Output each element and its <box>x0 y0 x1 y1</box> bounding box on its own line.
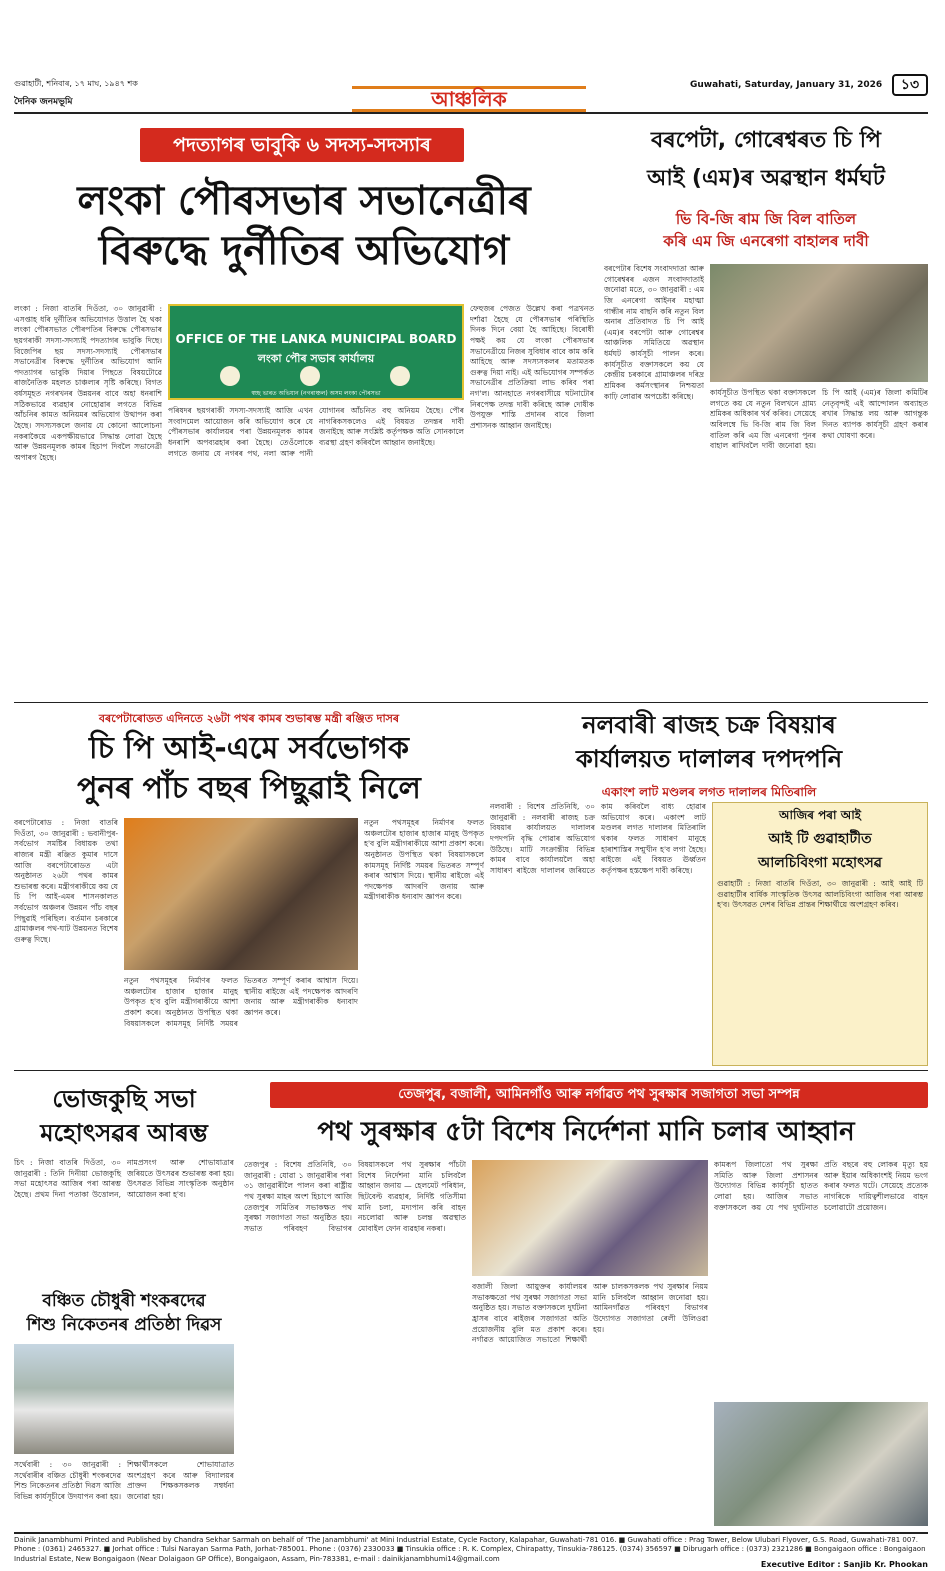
school-headline-1: বঞ্চিত চৌধুৰী শংকৰদেৱ <box>42 1291 206 1311</box>
row-rule-1 <box>14 702 928 703</box>
lead-headline-1: লংকা পৌৰসভাৰ সভানেত্ৰীৰ <box>77 178 531 224</box>
nalbari-sub: একাংশ লাট মণ্ডলৰ লগত দালালৰ মিতিৰালি <box>601 785 817 799</box>
nalbari-headline-1: নলবাৰী ৰাজহ চক্ৰ বিষয়াৰ <box>582 711 836 739</box>
cpi-text-col2: কাৰ্যসূচীত উপস্থিত থকা বক্তাসকলে লগতে কয় যে নতুন বিলখনে গ্ৰাম্য শ্ৰমিকৰ অধিকাৰ খৰ্ব কৰিব। সেয়েহে অবিলম্বে ভি বি-জি ৰাম জি বিল বাতিল কৰি এম জি এনৰেগা পুনৰ বাহাল ৰাখিবলৈ দাবী জনোৱা হয়। চি পি আই (এম)ৰ জিলা কমিটিৰ নেতৃবৃন্দই এই আন্দোলন অব্যাহত ৰখাৰ সিদ্ধান্ত লয় আৰু আগন্তুক দিনত ব্যাপক কাৰ্যসূচী গ্ৰহণ কৰাৰ কথা ঘোষণা কৰে। <box>710 388 928 451</box>
road-photo-2 <box>714 1402 928 1526</box>
cpi-headline-2: আই (এম)ৰ অৱস্থান ধৰ্মঘট <box>647 166 885 191</box>
board-english: OFFICE OF THE LANKA MUNICIPAL BOARD <box>175 332 457 346</box>
bhojkuchi-text: চিৎ : নিজা বাতৰি দিওঁতা, ৩০ জানুৱাৰী : তিনি দিনীয়া ভোজকুছি সভা মহোৎসৱ আজিৰ পৰা আৰম্ভ হৈছে। প্ৰথম দিনা পতাকা উত্তোলন, নামপ্ৰসংগ আৰু শোভাযাত্ৰাৰ জৰিয়তে উৎসৱৰ শুভাৰম্ভ কৰা হয়। উৎসৱত বিভিন্ন সাংস্কৃতিক অনুষ্ঠান আয়োজন কৰা হ'ব। <box>14 1158 234 1199</box>
lead-kicker: পদত্যাগৰ ভাবুকি ৬ সদস্য-সদস্যাৰ <box>140 128 464 162</box>
masthead-title: আঞ্চলিক <box>431 87 507 111</box>
lead-text-col1: লংকা : নিজা বাতৰি দিওঁতা, ৩০ জানুৱাৰী : এসপ্তাহ ধৰি দুৰ্নীতিৰ অভিযোগত উত্তাল হৈ থকা লংকা পৌৰসভাত পৌৰপতিৰ বিৰুদ্ধে পৌৰসভাৰ ছয়গৰাকী সদস্য-সদস্যাই পদত্যাগৰ ভাবুকি দিছে। বিজেপিৰ ছয় সদস্য-সদস্যাই পৌৰসভাৰ সভানেত্ৰীৰ বিৰুদ্ধে দুৰ্নীতিৰ অভিযোগ আনি পদত্যাগৰ ভাবুকি দিয়াৰ পিছতে বিষয়টোৱে ৰাজনৈতিক মহলত চাঞ্চল্যৰ সৃষ্টি কৰিছে। বিগত বৰ্ষসমূহত নগৰখনৰ উন্নয়নৰ বাবে অহা ধনৰাশি সঠিকভাৱে ব্যৱহাৰ নোহোৱাৰ লগতে বিভিন্ন আঁচনিৰ কামত অনিয়মৰ অভিযোগ উত্থাপন কৰা হৈছে। সদস্যসকলে জনায় যে কোনো আলোচনা নকৰাকৈয়ে একপক্ষীয়ভাৱে সিদ্ধান্ত লোৱা হৈছে আৰু উন্নয়নমূলক কামৰ হিচাপ দিবলৈ সভানেত্ৰী অপাৰগ হৈছে। <box>14 304 162 462</box>
road-photo-1 <box>472 1160 708 1276</box>
barpeta-photo <box>124 818 358 970</box>
road-text-col3: কামৰূপ জিলাতো পথ সুৰক্ষা সমিতি আৰু জিলা প্ৰশাসনৰ উদ্যোগত বিভিন্ন কাৰ্যসূচী হাতত লোৱা হয়। আজিৰ সভাত বক্তাসকলে কয় যে পথ দুৰ্ঘটনাত প্ৰতি বছৰে বহু লোকৰ মৃত্যু হয় আৰু ইয়াৰ অধিকাংশই নিয়ম ভংগ কৰাৰ ফলত ঘটে। সেয়েহে প্ৰত্যেক নাগৰিকে দায়িত্বশীলভাৱে বাহন চলোৱাটো প্ৰয়োজন। <box>714 1160 928 1212</box>
lead-text-col2: পৰিষদৰ ছয়গৰাকী সদস্য-সদস্যাই আজি এখন সংবাদমেল আয়োজন কৰি অভিযোগ কৰে যে পৌৰসভাৰ কাৰ্যালয়ৰ পৰা উন্নয়নমূলক কামৰ ধনৰাশি অপব্যৱহাৰ কৰা হৈছে। তেওঁলোকে লগতে জনায় যে নগৰৰ পথ, নলা আৰু পানী যোগানৰ আঁচনিত বহু অনিয়ম হৈছে। পৌৰ নাগৰিকসকলেও এই বিষয়ত তদন্তৰ দাবী জনাইছে আৰু সংশ্লিষ্ট কৰ্তৃপক্ষক অতি সোনকালে ব্যৱস্থা গ্ৰহণ কৰিবলৈ আহ্বান জনাইছে। <box>168 406 464 458</box>
bag-icon <box>390 366 410 386</box>
cpi-headline-1: বৰপেটা, গোৰেশ্বৰত চি পি <box>651 128 881 153</box>
iitg-head-2: আলচিবিংগা মহোৎসৱ <box>758 855 882 871</box>
board-assamese: লংকা পৌৰ সভাৰ কাৰ্যালয় <box>257 352 375 365</box>
masthead-paper-name: দৈনিক জনমভূমি <box>14 97 73 107</box>
iitg-text: গুৱাহাটী : নিজা বাতৰি দিওঁতা, ৩০ জানুৱাৰী : আই আই টি গুৱাহাটীৰ বাৰ্ষিক সাংস্কৃতিক উৎসৱ আলচিবিংগা আজিৰ পৰা আৰম্ভ হ'ব। উৎসৱত দেশৰ বিভিন্ন প্ৰান্তৰ শিক্ষাৰ্থীয়ে অংশগ্ৰহণ কৰিব। <box>717 879 923 910</box>
nalbari-headline-2: কাৰ্যালয়ত দালালৰ দপদপনি <box>575 745 843 773</box>
bhojkuchi-headline-2: মহোৎসৱৰ আৰম্ভ <box>40 1119 208 1147</box>
road-kicker: তেজপুৰ, বজালী, আমিনগাঁও আৰু নৰ্গাৱত পথ সুৰক্ষাৰ সজাগতা সভা সম্পন্ন <box>270 1082 928 1108</box>
lead-photo-board <box>168 304 464 400</box>
iitg-kicker: আজিৰ পৰা আই <box>779 808 861 822</box>
footer-imprint: Dainik Janambhumi Printed and Published by Chandra Sekhar Sarmah on behalf of 'The Janambhumi' at Mini Industrial Estate, Cycle Factory, Kalapahar, Guwahati-781 016. ■ Guwahati office : Prag Tower, Below Ulubari Flyover, G.S. Road, Guwahati-781 007. Phone : (0361) 2465327. ■ Jorhat office : Tulsi Narayan Sarma Path, Jorhat-785001. Phone : (0376) 2330033 ■ Tinsukia office : R. K. Complex, Chirapatty, Tinsukia-786125. (0374) 356597 ■ Dibrugarh office : (0373) 2321286 ■ Bongaigaon office : Bongaigaon Industrial Estate, New Bongaigaon (Near Dolaigaon GP Office), Bongaigaon, Assam, Pin-783381, e-mail : dainikjanambhumi14@gmail.com <box>14 1536 926 1563</box>
cpi-sub-1: ভি বি-জি ৰাম জি বিল বাতিল <box>675 210 857 228</box>
road-text-col1: তেজপুৰ : বিশেষ প্ৰতিনিধি, ৩০ জানুৱাৰী : যোৱা ১ জানুৱাৰীৰ পৰা ৩১ জানুৱাৰীলৈ পালন কৰা ৰাষ্ট্ৰীয় পথ সুৰক্ষা মাহৰ অংশ হিচাপে আজি তেজপুৰ সমিতিৰ সভাকক্ষত পথ সুৰক্ষা সজাগতা সভা অনুষ্ঠিত হয়। সভাত পৰিবহণ বিভাগৰ বিষয়াসকলে পথ সুৰক্ষাৰ পাঁচটা বিশেষ নিৰ্দেশনা মানি চলিবলৈ আহ্বান জনায় — হেলমেট পৰিধান, ছিটবেল্ট ব্যৱহাৰ, নিৰ্দিষ্ট গতিসীমা মানি চলা, মদ্যপান কৰি বাহন নচলোৱা আৰু চলন্ত অৱস্থাত মোবাইল ফোন ব্যৱহাৰ নকৰা। <box>244 1160 466 1233</box>
school-photo <box>14 1344 234 1454</box>
barpeta-text-col3: নতুন পথসমূহৰ নিৰ্মাণৰ ফলত অঞ্চলটোৰ হাজাৰ হাজাৰ মানুহ উপকৃত হ'ব বুলি মন্ত্ৰীগৰাকীয়ে আশা প্ৰকাশ কৰে। অনুষ্ঠানত উপস্থিত থকা বিষয়াসকলে কামসমূহ নিৰ্দিষ্ট সময়ৰ ভিতৰত সম্পূৰ্ণ কৰাৰ আশ্বাস দিয়ে। স্থানীয় ৰাইজে এই পদক্ষেপক আদৰণি জনায় আৰু মন্ত্ৰীগৰাকীক ধন্যবাদ জ্ঞাপন কৰে। <box>364 818 484 902</box>
iitg-head-1: আই টি গুৱাহাটীত <box>768 831 872 847</box>
page-number: ১৩ <box>892 74 928 96</box>
road-headline: পথ সুৰক্ষাৰ ৫টা বিশেষ নিৰ্দেশনা মানি চলাৰ আহ্বান <box>317 1117 855 1147</box>
school-text: সৰ্থেবাৰী : ৩০ জানুৱাৰী : সৰ্থেবাৰীৰ বঞ্চিত চৌধুৰী শংকৰদেৱ শিশু নিকেতনৰ প্ৰতিষ্ঠা দিৱস আজি বিভিন্ন কাৰ্যসূচীৰে উদযাপন কৰা হয়। শিক্ষাৰ্থীসকলে শোভাযাত্ৰাত অংশগ্ৰহণ কৰে আৰু বিদ্যালয়ৰ প্ৰাক্তন শিক্ষকসকলক সম্বৰ্ধনা জনোৱা হয়। <box>14 1460 234 1501</box>
cpi-text-col1: বৰপেটাৰ বিশেষ সংবাদদাতা আৰু গোৰেশ্বৰৰ এজন সংবাদদাতাই জনোৱা মতে, ৩০ জানুৱাৰী : এম জি এনৰেগা আইনৰ মহাত্মা গান্ধীৰ নাম বাছনি কৰি নতুন বিল অনাৰ প্ৰতিবাদত চি পি আই (এম)ৰ বৰপেটা আৰু গোৰেশ্বৰ আঞ্চলিক সমিতিয়ে অৱস্থান ধৰ্মঘট কাৰ্যসূচী পালন কৰে। কাৰ্যসূচীত বক্তাসকলে কয় যে কেন্দ্ৰীয় চৰকাৰে গ্ৰামাঞ্চলৰ দৰিদ্ৰ শ্ৰমিকৰ কৰ্মসংস্থানৰ নিশ্চয়তা কাঢ়ি লোৱাৰ অপচেষ্টা কৰিছে। <box>604 264 704 401</box>
lead-headline-2: বিৰুদ্ধে দুৰ্নীতিৰ অভিযোগ <box>98 228 510 274</box>
barpeta-text-col2: নতুন পথসমূহৰ নিৰ্মাণৰ ফলত অঞ্চলটোৰ হাজাৰ হাজাৰ মানুহ উপকৃত হ'ব বুলি মন্ত্ৰীগৰাকীয়ে আশা প্ৰকাশ কৰে। অনুষ্ঠানত উপস্থিত থকা বিষয়াসকলে কামসমূহ নিৰ্দিষ্ট সময়ৰ ভিতৰত সম্পূৰ্ণ কৰাৰ আশ্বাস দিয়ে। স্থানীয় ৰাইজে এই পদক্ষেপক আদৰণি জনায় আৰু মন্ত্ৰীগৰাকীক ধন্যবাদ জ্ঞাপন কৰে। <box>124 976 358 1028</box>
footer-editor: Executive Editor : Sanjib Kr. Phookan <box>760 1560 928 1569</box>
iitg-box <box>712 802 928 1066</box>
compost-icon <box>300 366 320 386</box>
row-rule-2 <box>14 1070 928 1071</box>
recycle-icon <box>220 366 240 386</box>
barpeta-headline-2: পুনৰ পাঁচ বছৰ পিছুৱাই নিলে <box>77 771 421 806</box>
masthead-rule <box>14 112 928 114</box>
footer-rule <box>14 1532 928 1534</box>
barpeta-text-col1: বৰপেটাৰোড : নিজা বাতৰি দিওঁতা, ৩০ জানুৱাৰী : ভবানীপুৰ-সৰ্বভোগ সমষ্টিৰ বিধায়ক তথা ৰাজ্যৰ মন্ত্ৰী ৰঞ্জিত কুমাৰ দাসে আজি বৰপেটাৰোডত এটা অনুষ্ঠানত ২৬টা পথৰ কামৰ শুভাৰম্ভ কৰে। মন্ত্ৰীগৰাকীয়ে কয় যে চি পি আই-এমৰ শাসনকালত সৰ্বভোগ অঞ্চলৰ উন্নয়ন পাঁচ বছৰ পিছুৱাই পৰিছিল। বৰ্তমান চৰকাৰে গ্ৰামাঞ্চলৰ পথ-ঘাট উন্নয়নত বিশেষ গুৰুত্ব দিছে। <box>14 818 118 945</box>
lead-text-col3: ফেহুজৰ পেজত উল্লেখ কৰা পত্ৰখনত দৰ্শাৱা হৈছে যে পৌৰসভাৰ পৰিস্থিতি দিনক দিনে বেয়া হৈ আহিছে। বিৰোধী পক্ষই কয় যে লংকা পৌৰসভাৰ সভানেত্ৰীয়ে নিজৰ সুবিধাৰ বাবে কাম কৰি আহিছে আৰু সদস্যসকলৰ মতামতক গুৰুত্ব দিয়া নাই। এই অভিযোগৰ সম্পৰ্কত সভানেত্ৰীৰ প্ৰতিক্ৰিয়া লাভ কৰিব পৰা নগ'ল। আনহাতে নগৰবাসীয়ে ঘটনাটোৰ নিৰপেক্ষ তদন্ত দাবী কৰিছে আৰু দোষীক উপযুক্ত শাস্তি প্ৰদানৰ বাবে জিলা প্ৰশাসনক আহ্বান জনাইছে। <box>470 304 594 431</box>
masthead-left-date: গুৱাহাটী, শনিবাৰ, ১৭ মাঘ, ১৯৪৭ শক <box>14 79 138 88</box>
masthead-right-date: Guwahati, Saturday, January 31, 2026 <box>690 80 883 90</box>
barpeta-headline-1: চি পি আই-এমে সৰ্বভোগক <box>89 731 409 766</box>
cpi-sub-2: কৰি এম জি এনৰেগা বাহালৰ দাবী <box>663 232 869 250</box>
nalbari-text: নলবাৰী : বিশেষ প্ৰতিনিধি, ৩০ জানুৱাৰী : নলবাৰী ৰাজহ চক্ৰ বিষয়াৰ কাৰ্যালয়ত দালালৰ দপদপনি বৃদ্ধি পোৱাৰ অভিযোগ উঠিছে। মাটি সংক্ৰান্তীয় বিভিন্ন কামৰ বাবে কাৰ্যালয়লৈ অহা সাধাৰণ ৰাইজে দালালৰ জৰিয়তে কাম কৰিবলৈ বাধ্য হোৱাৰ অভিযোগ কৰে। একাংশ লাট মণ্ডলৰ লগত দালালৰ মিতিৰালি থকাৰ ফলত সাধাৰণ মানুহে হাৰাশাস্তিৰ সন্মুখীন হ'ব লগা হৈছে। ৰাইজে এই বিষয়ত ঊৰ্ধ্বতন কৰ্তৃপক্ষৰ হস্তক্ষেপ দাবী কৰিছে। <box>490 802 706 875</box>
barpeta-kicker: বৰপেটাৰোডত এদিনতে ২৬টা পথৰ কামৰ শুভাৰম্ভ মন্ত্ৰী ৰঞ্জিত দাসৰ <box>98 712 400 725</box>
school-headline-2: শিশু নিকেতনৰ প্ৰতিষ্ঠা দিৱস <box>26 1315 222 1335</box>
cpi-photo <box>710 264 928 382</box>
road-text-col2: বজালী জিলা আয়ুক্তৰ কাৰ্যালয়ৰ সভাকক্ষতো পথ সুৰক্ষা সজাগতা সভা অনুষ্ঠিত হয়। সভাত বক্তাসকলে দুৰ্ঘটনা হ্ৰাসৰ বাবে ৰাইজৰ সজাগতা অতি প্ৰয়োজনীয় বুলি মত প্ৰকাশ কৰে। নৰ্গাৱত আয়োজিত সভাতো শিক্ষাৰ্থী আৰু চালকসকলক পথ সুৰক্ষাৰ নিয়ম মানি চলিবলৈ আহ্বান জনোৱা হয়। আমিনগাঁৱত পৰিবহণ বিভাগৰ উদ্যোগত সজাগতা ৰেলী উলিওৱা হয়। <box>472 1282 708 1345</box>
bhojkuchi-headline-1: ভোজকুছি সভা <box>52 1085 196 1113</box>
masthead-title-box <box>352 86 586 112</box>
board-subtitle: স্বচ্ছ ভাৰত অভিযান (নগৰাঞ্চল) অসম লংকা পৌৰসভা <box>251 390 381 397</box>
